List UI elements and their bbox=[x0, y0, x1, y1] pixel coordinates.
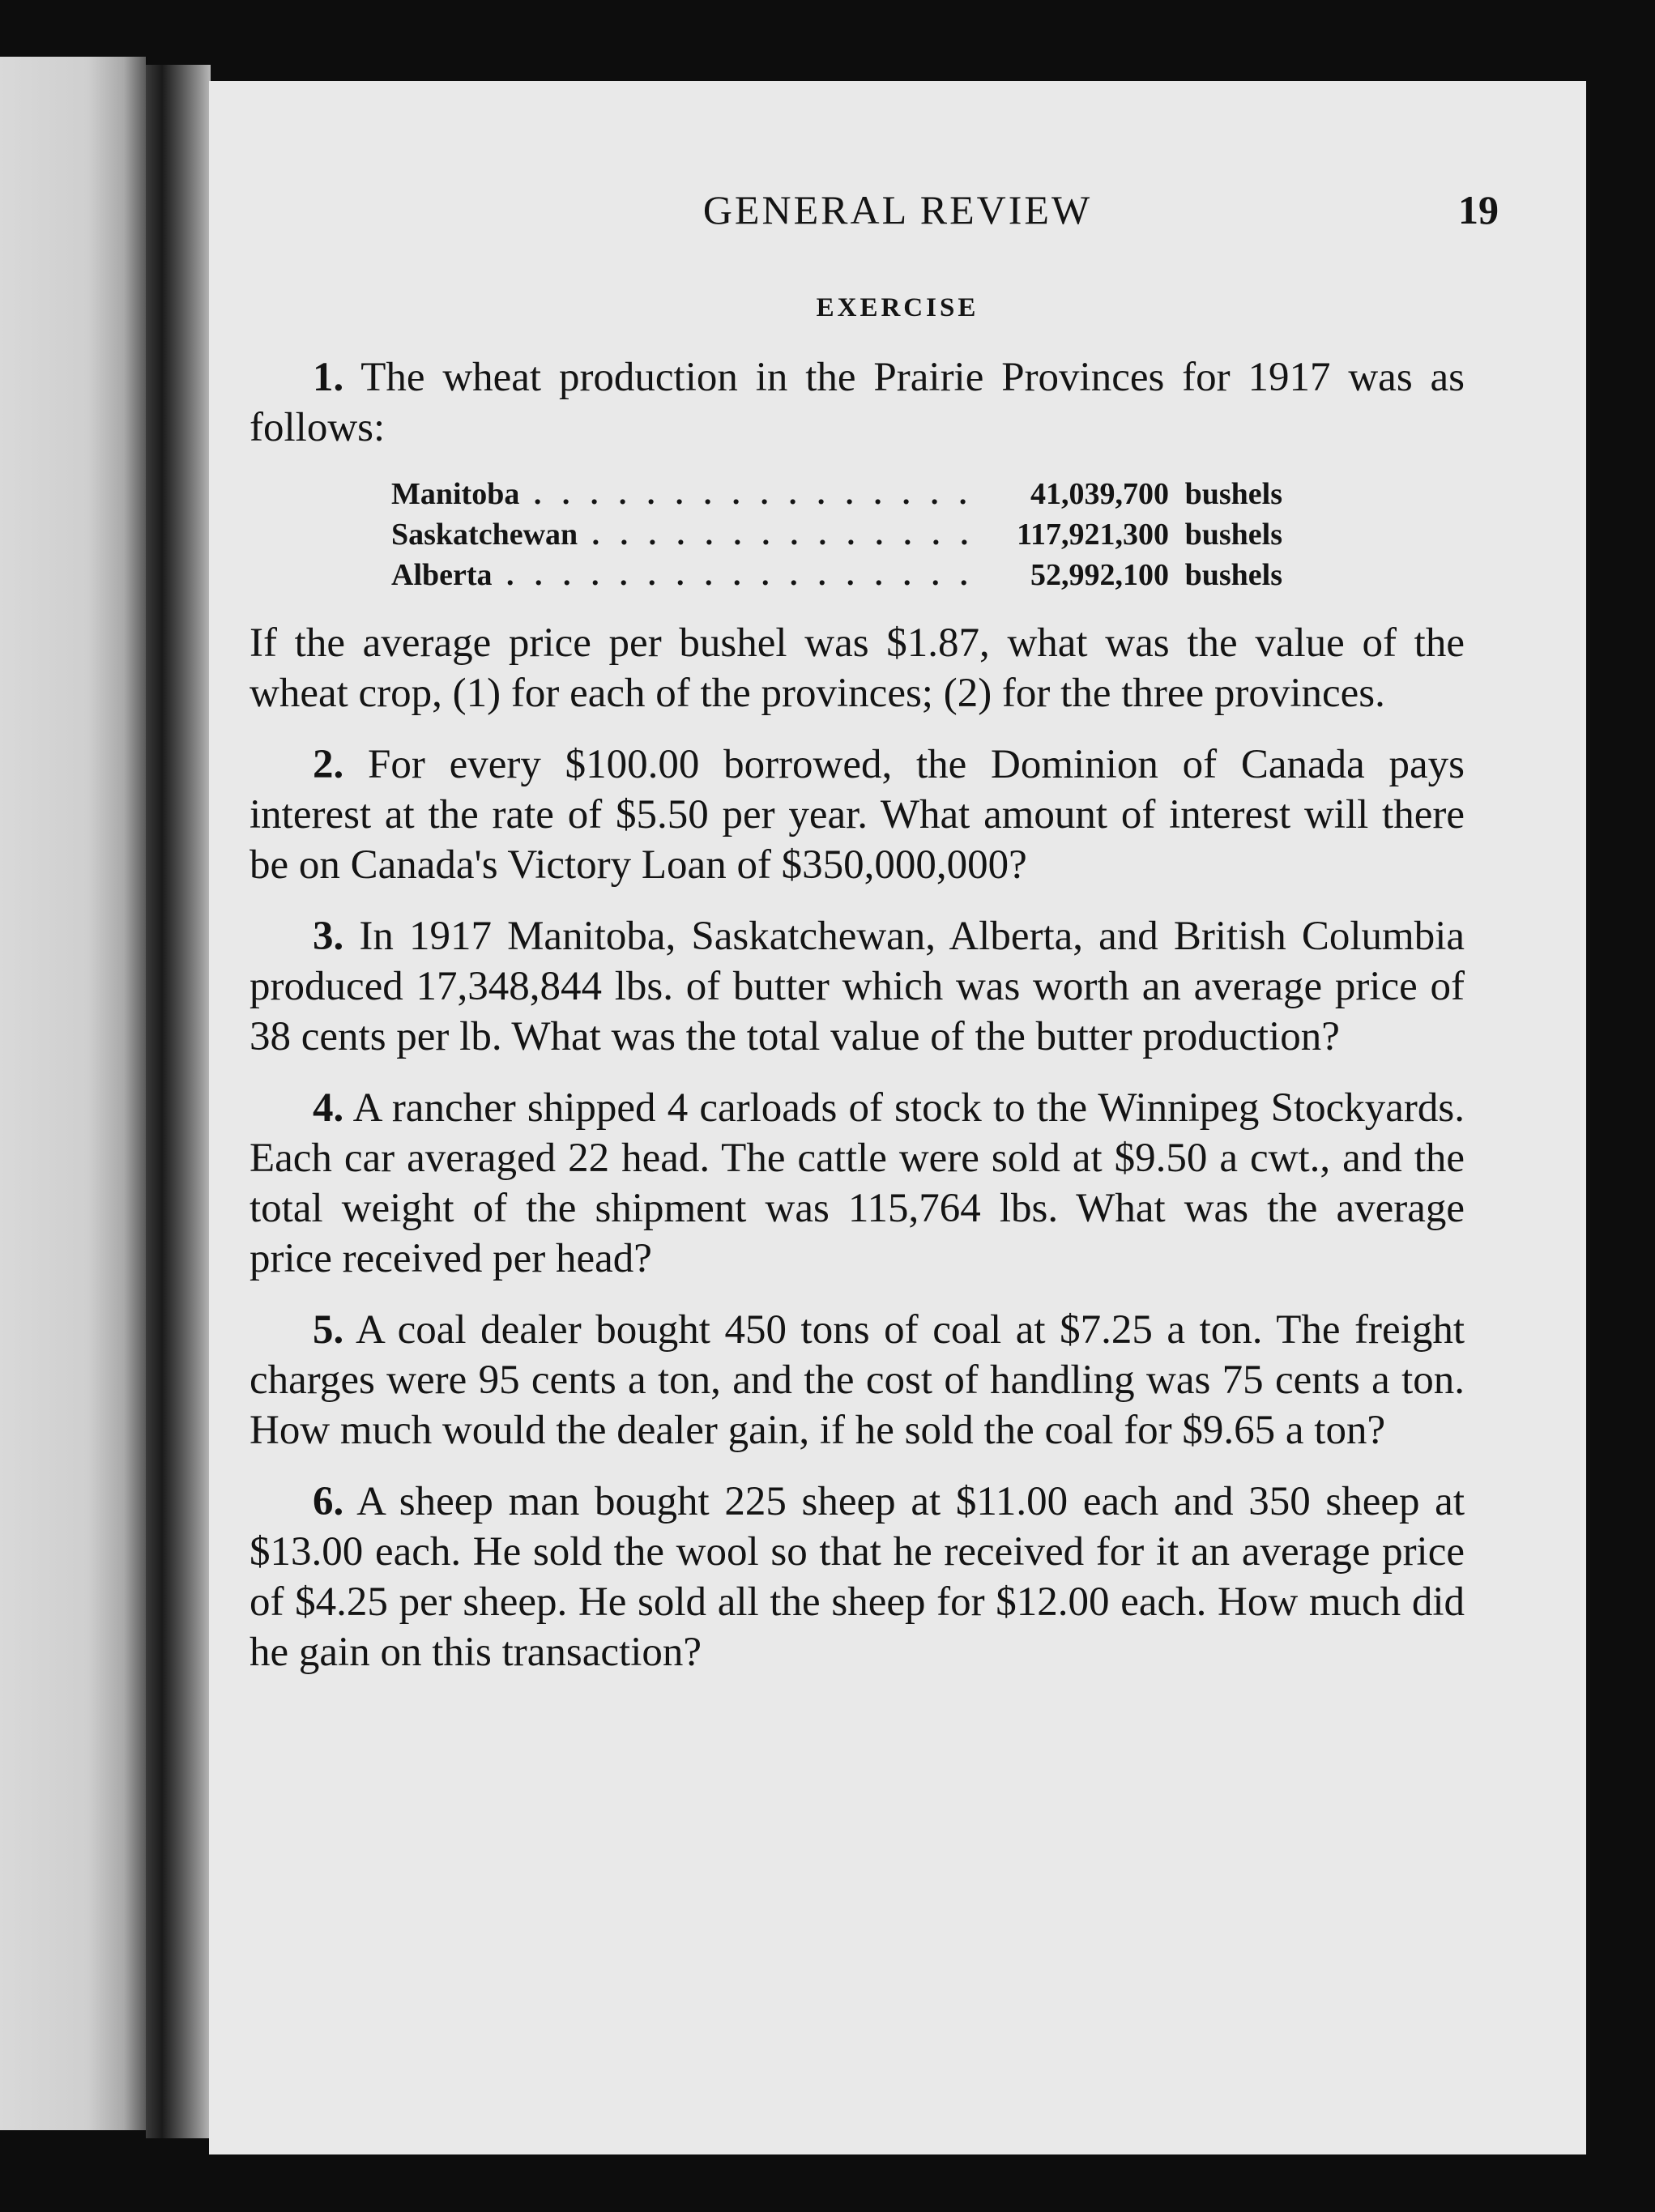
exercise-text: In 1917 Manitoba, Saskatchewan, Alberta, and British Columbia produced 17,348,844 lbs. of butter which was worth an average price of 38 cents per lb. What was the total value of the butter production? bbox=[250, 914, 1465, 1059]
exercise-number: 2. bbox=[313, 742, 344, 787]
exercise-number: 5. bbox=[313, 1307, 344, 1353]
exercise-text: For every $100.00 borrowed, the Dominion of Canada pays interest at the rate of $5.50 per year. What amount of interest will there be on Canada's Victory Loan of $350,000,000? bbox=[250, 742, 1465, 888]
production-amount: 52,992,100 bbox=[1030, 558, 1169, 592]
exercise-1-question: If the average price per bushel was $1.87, what was the value of the wheat crop, (1) for each of the provinces; (2) for the three provinces. bbox=[250, 620, 1465, 716]
table-row bbox=[391, 514, 1282, 555]
book-page bbox=[209, 81, 1586, 2154]
exercise-1 bbox=[250, 352, 1465, 453]
exercise-number: 1. bbox=[313, 355, 344, 400]
exercise-text: A rancher shipped 4 carloads of stock to the Winnipeg Stockyards. Each car averaged 22 head. The cattle were sold at $9.50 a cwt., and the total weight of the shipment was 115,764 lbs. What was the average price received per head? bbox=[250, 1085, 1465, 1281]
left-page-edge bbox=[0, 57, 146, 2130]
production-amount: 41,039,700 bbox=[1030, 477, 1169, 511]
exercise-list bbox=[250, 352, 1465, 1698]
exercise-number: 3. bbox=[313, 914, 344, 959]
production-unit: bushels bbox=[1184, 477, 1282, 511]
province-name: Manitoba . . . bbox=[391, 474, 970, 514]
production-unit: bushels bbox=[1184, 518, 1282, 552]
province-name: Alberta . . . bbox=[391, 555, 970, 595]
table-row bbox=[391, 474, 1282, 514]
production-amount: 117,921,300 bbox=[1017, 518, 1169, 552]
exercise-text: The wheat production in the Prairie Provinces for 1917 was as follows: bbox=[250, 355, 1465, 450]
exercise-number: 4. bbox=[313, 1085, 344, 1131]
exercise-number: 6. bbox=[313, 1479, 344, 1524]
section-title: EXERCISE bbox=[816, 293, 979, 322]
exercise-6 bbox=[250, 1477, 1465, 1677]
table-row bbox=[391, 555, 1282, 595]
exercise-3 bbox=[250, 911, 1465, 1062]
production-unit: bushels bbox=[1184, 558, 1282, 592]
exercise-text: A sheep man bought 225 sheep at $11.00 each and 350 sheep at $13.00 each. He sold the wool so that he received for it an average price of $4.25 per sheep. He sold all the sheep for $12.00 each. How much did he gain on this transaction? bbox=[250, 1479, 1465, 1675]
running-title: GENERAL REVIEW bbox=[702, 187, 1093, 232]
exercise-2 bbox=[250, 739, 1465, 890]
exercise-text: A coal dealer bought 450 tons of coal at $7.25 a ton. The freight charges were 95 cents a ton, and the cost of handling was 75 cents a ton. How much would the dealer gain, if he sold the coal for $9.65 a ton? bbox=[250, 1307, 1465, 1453]
exercise-4 bbox=[250, 1083, 1465, 1284]
book-spine bbox=[146, 65, 211, 2138]
running-head bbox=[209, 186, 1586, 251]
exercise-5 bbox=[250, 1305, 1465, 1455]
page-number: 19 bbox=[1458, 187, 1499, 232]
province-name: Saskatchewan . . . bbox=[391, 514, 970, 555]
wheat-production-table bbox=[391, 474, 1282, 595]
